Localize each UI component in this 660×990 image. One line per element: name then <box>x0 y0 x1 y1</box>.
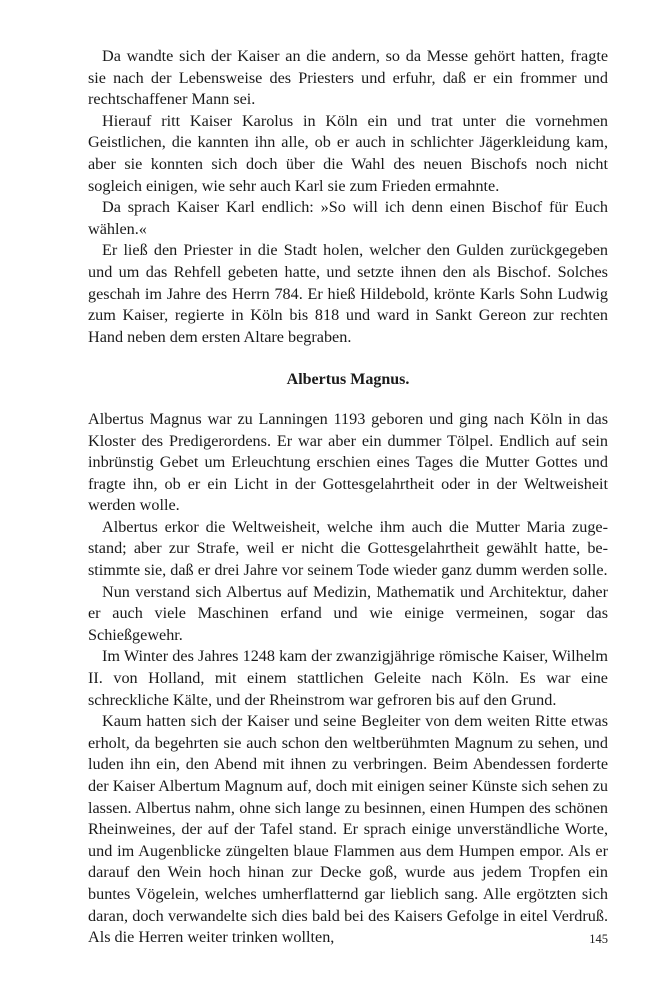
paragraph: Da wandte sich der Kaiser an die andern, so da Messe gehört hatten, fragte sie nach der Lebensweise des Priesters und erfuhr, daß er ein frommer und rechtschaffener Mann sei. <box>88 47 608 109</box>
page-number: 145 <box>589 932 608 946</box>
paragraph: Nun verstand sich Albertus auf Medizin, Mathematik und Architektur, daher er auch viele Maschinen erfand und wie einige vermeinen, sogar das Schießgewehr. <box>88 582 608 644</box>
paragraph: Im Winter des Jahres 1248 kam der zwanzigjährige römische Kaiser, Wilhelm II. von Holland, mit einem stattlichen Geleite nach Köln. Es war eine schreckliche Kälte, und der Rheinstrom war gefroren bis auf den Grund. <box>88 647 608 709</box>
paragraph: Kaum hatten sich der Kaiser und seine Begleiter von dem weiten Ritte etwas erholt, da begehrten sie auch schon den weltberühmten Magnum zu sehen, und luden ihn ein, den Abend mit ihnen zu verbringen. Beim Abendessen forderte der Kaiser Albertum Magnum auf, doch mit einigen seiner Künste sich sehen zu lassen. Albertus nahm, ohne sich lange zu besinnen, einen Humpen des schönen Rheinweines, der auf der Tafel stand. Er sprach einige unverständliche Worte, und im Augenblicke züngelten blaue Flammen aus dem Humpen empor. Als er darauf den Wein hoch hinan zur Decke goß, wurde aus jedem Tropfen ein buntes Vögelein, welches umherflatternd gar lieblich sang. Alle ergötzten sich daran, doch verwandelte sich dies bald bei des Kaisers Gefolge in eitel Verdruß. Als die Herren weiter trinken wollten, <box>88 712 608 947</box>
paragraph: Albertus erkor die Weltweisheit, welche ihm auch die Mutter Maria zugestand; aber zur Strafe, weil er nicht die Gottesgelahrtheit gewählt hatte, bestimmte sie, daß er drei Jahre vor seinem Tode wieder ganz dumm werden solle. <box>88 517 608 580</box>
section-heading: Albertus Magnus. <box>286 371 410 389</box>
paragraph: Er ließ den Priester in die Stadt holen, welcher den Gulden zurückgegeben und um das Rehfell gebeten hatte, und setzte ihnen den als Bischof. Solches geschah im Jahre des Herrn 784. Er hieß Hildebold, krönte Karls Sohn Ludwig zum Kaiser, regierte in Köln bis 818 und ward in Sankt Gereon zur rechten Hand neben dem ersten Altare begraben. <box>88 241 608 346</box>
paragraph: Albertus Magnus war zu Lanningen 1193 geboren und ging nach Köln in das Kloster des Predigerordens. Er war aber ein dummer Tölpel. Endlich auf sein inbrünstig Gebet um Erleuchtung erschien eines Tages die Mutter Gottes und fragte ihn, ob er ein Licht in der Gottesgelahrtheit oder in der Weltweisheit werden wolle. <box>88 409 608 515</box>
book-page <box>88 46 608 949</box>
paragraph: Da sprach Kaiser Karl endlich: »So will ich denn einen Bischof für Euch wählen.« <box>88 198 608 238</box>
paragraph: Hierauf ritt Kaiser Karolus in Köln ein und trat unter die vornehmen Geistlichen, die kannten ihn alle, ob er auch in schlichter Jägerkleidung kam, aber sie konnten sich doch über die Wahl des neuen Bischofs noch nicht sogleich einigen, wie sehr auch Karl sie zum Frieden ermahnte. <box>88 111 608 195</box>
